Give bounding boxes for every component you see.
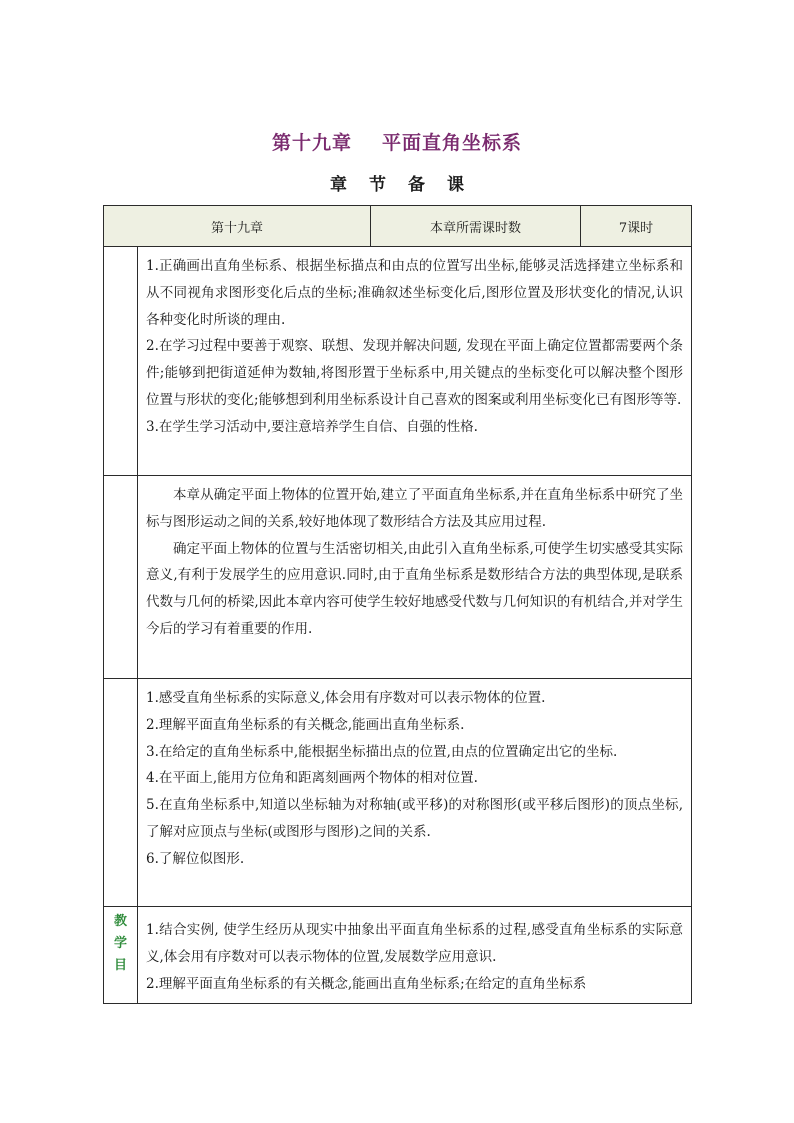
paragraph: 本章从确定平面上物体的位置开始,建立了平面直角坐标系,并在直角坐标系中研究了坐标与图形运动之间的关系,较好地体现了数形结合方法及其应用过程. — [146, 487, 684, 530]
chapter-title — [0, 128, 794, 155]
row-content — [138, 907, 692, 1004]
paragraph: 2.理解平面直角坐标系的有关概念,能画出直角坐标系. — [146, 716, 465, 733]
table-header-row — [104, 206, 692, 247]
paragraph: 2.理解平面直角坐标系的有关概念,能画出直角坐标系;在给定的直角坐标系 — [146, 975, 587, 992]
row-side-label — [104, 476, 138, 679]
paragraph: 4.在平面上,能用方位角和距离刻画两个物体的相对位置. — [146, 770, 478, 787]
table-row — [104, 679, 692, 907]
paragraph: 6.了解位似图形. — [146, 850, 245, 867]
table-row — [104, 247, 692, 476]
teaching-goal-label — [104, 907, 138, 1004]
row-side-label — [104, 247, 138, 476]
paragraph: 1.感受直角坐标系的实际意义,体会用有序数对可以表示物体的位置. — [146, 690, 546, 706]
hours-value-cell: 7课时 — [581, 206, 692, 247]
paragraph: 1.正确画出直角坐标系、根据坐标描点和由点的位置写出坐标,能够灵活选择建立坐标系和从不同视角求图形变化后点的坐标;准确叙述坐标变化后,图形位置及形状变化的情况,认识各种变化时所谈的理由. — [146, 258, 684, 328]
lesson-plan-table — [103, 205, 692, 1004]
table-row — [104, 476, 692, 679]
hours-label-cell: 本章所需课时数 — [371, 206, 581, 247]
section-subtitle: 章节备课 — [330, 175, 486, 195]
paragraph: 确定平面上物体的位置与生活密切相关,由此引入直角坐标系,可使学生切实感受其实际意义,有利于发展学生的应用意识.同时,由于直角坐标系是数形结合方法的典型体现,是联系代数与几何的桥梁,因此本章内容可使学生较好地感受代数与几何知识的有机结合,并对学生今后的学习有着重要的作用. — [146, 540, 684, 637]
chapter-cell: 第十九章 — [104, 206, 371, 247]
table-row — [104, 907, 692, 1004]
chapter-name: 平面直角坐标系 — [382, 132, 523, 154]
row-content — [138, 679, 692, 907]
row-side-label — [104, 679, 138, 907]
row-content — [138, 476, 692, 679]
row-content — [138, 247, 692, 476]
paragraph: 3.在学生学习活动中,要注意培养学生自信、自强的性格. — [146, 418, 478, 435]
paragraph: 2.在学习过程中要善于观察、联想、发现并解决问题, 发现在平面上确定位置都需要两个条件;能够到把街道延伸为数轴,将图形置于坐标系中,用关键点的坐标变化可以解决整个图形位置与形状的变化;能够想到利用坐标系设计自己喜欢的图案或利用坐标变化已有图形等等. — [146, 338, 684, 408]
side-label-text: 教学目 — [113, 914, 127, 973]
paragraph: 3.在给定的直角坐标系中,能根据坐标描出点的位置,由点的位置确定出它的坐标. — [146, 743, 618, 760]
chapter-number: 第十九章 — [271, 132, 352, 154]
paragraph: 5.在直角坐标系中,知道以坐标轴为对称轴(或平移)的对称图形(或平移后图形)的顶点坐标, 了解对应顶点与坐标(或图形与图形)之间的关系. — [146, 797, 684, 840]
paragraph: 1.结合实例, 使学生经历从现实中抽象出平面直角坐标系的过程,感受直角坐标系的实际意义,体会用有序数对可以表示物体的位置,发展数学应用意识. — [146, 922, 684, 965]
